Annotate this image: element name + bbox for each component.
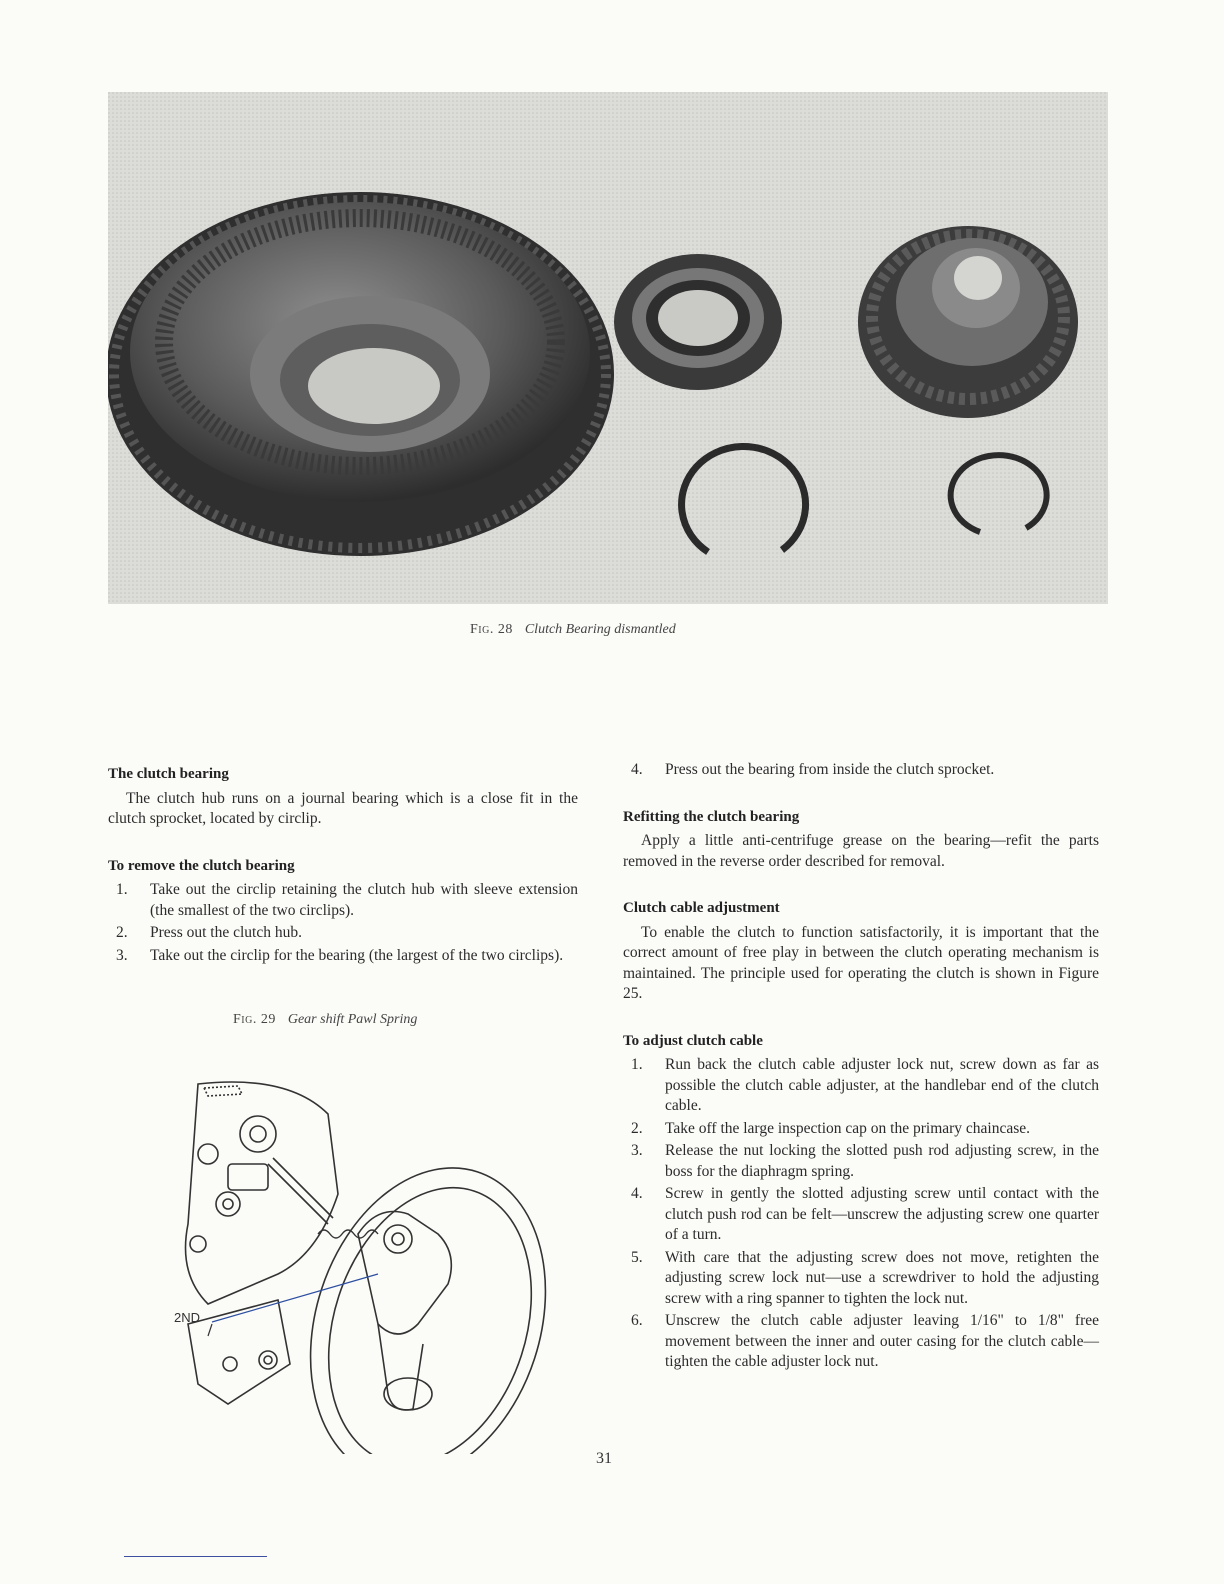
figure-28-label: Fig. 28 [470,622,513,637]
adjust-cable-section [623,1031,1099,1373]
step-number: 4. [631,1185,643,1202]
step-text: Run back the clutch cable adjuster lock nut, screw down as far as possible the clutch cable adjuster, at the handlebar end of the clutch cable. [665,1056,1099,1114]
figure-29-label: Fig. 29 [233,1012,276,1027]
gear-shift-pawl-spring-diagram [168,1074,588,1454]
cable-adjustment-section [623,898,1099,1005]
remove-bearing-steps [108,880,578,966]
page-number: 31 [596,1450,612,1467]
step-text: Press out the bearing from inside the clutch sprocket. [665,761,995,778]
list-item [108,946,578,967]
footer-rule [124,1556,267,1557]
remove-bearing-heading: To remove the clutch bearing [108,857,295,874]
adjust-cable-heading: To adjust clutch cable [623,1032,763,1049]
step-4-section [623,760,1099,781]
left-column [108,764,578,992]
journal-bearing [614,254,782,390]
step-text: Take out the circlip for the bearing (the largest of the two circlips). [150,946,564,964]
step-text: With care that the adjusting screw does not move, retighten the adjusting screw lock nut—use a screwdriver to hold the adjusting screw with a ring spanner to tighten the lock nut. [665,1248,1099,1307]
clutch-bearing-photo [108,92,1108,604]
step-text: Take out the circlip retaining the clutch hub with sleeve extension (the smallest of the two circlips). [150,881,578,919]
remove-bearing-section [108,856,578,967]
callout-2nd: 2ND [174,1310,201,1325]
figure-29-caption [233,1012,417,1028]
figure-29-title: Gear shift Pawl Spring [287,1012,418,1027]
refitting-text: Apply a little anti-centrifuge grease on the bearing—refit the parts removed in the reverse order described for removal. [623,832,1099,870]
remove-bearing-steps-continued [623,760,1099,781]
list-item [108,880,578,921]
cable-adjustment-text: To enable the clutch to function satisfactorily, it is important that the correct amount of free play in between the clutch operating mechanism is maintained. The principle used for operating the clutch is shown in Figure 25. [623,923,1099,1002]
clutch-bearing-section [108,764,578,830]
step-number: 1. [631,1056,643,1073]
right-column [623,760,1099,1399]
adjust-cable-steps [623,1055,1099,1373]
step-number: 3. [631,1142,643,1159]
step-text: Release the nut locking the slotted push rod adjusting screw, in the boss for the diaphragm spring. [665,1142,1099,1180]
step-number: 2. [116,924,128,941]
list-item [108,923,578,944]
list-item [623,1184,1099,1246]
list-item [623,1311,1099,1373]
list-item [623,760,1099,781]
step-number: 4. [631,761,643,778]
step-number: 5. [631,1248,643,1266]
refitting-section [623,807,1099,873]
refitting-heading: Refitting the clutch bearing [623,808,800,825]
list-item [623,1248,1099,1310]
list-item [623,1055,1099,1117]
figure-28-title: Clutch Bearing dismantled [524,622,676,637]
step-number: 3. [116,946,128,964]
step-number: 1. [116,881,128,898]
figure-28-caption [470,622,676,638]
clutch-sprocket [108,192,614,556]
step-text: Take off the large inspection cap on the primary chaincase. [665,1119,1031,1137]
clutch-hub [858,226,1078,418]
step-text: Screw in gently the slotted adjusting screw until contact with the clutch push rod can be felt—unscrew the adjusting screw one quarter of a turn. [665,1185,1099,1243]
clutch-bearing-text: The clutch hub runs on a journal bearing which is a close fit in the clutch sprocket, located by circlip. [108,789,578,827]
list-item [623,1119,1099,1140]
clutch-bearing-heading: The clutch bearing [108,766,229,782]
step-number: 6. [631,1312,643,1329]
step-text: Unscrew the clutch cable adjuster leaving 1/16" to 1/8" free movement between the inner and outer casing for the clutch cable—tighten the cable adjuster lock nut. [665,1312,1099,1370]
step-number: 2. [631,1119,643,1137]
cable-adjustment-heading: Clutch cable adjustment [623,900,780,916]
step-text: Press out the clutch hub. [150,924,302,941]
list-item [623,1141,1099,1182]
